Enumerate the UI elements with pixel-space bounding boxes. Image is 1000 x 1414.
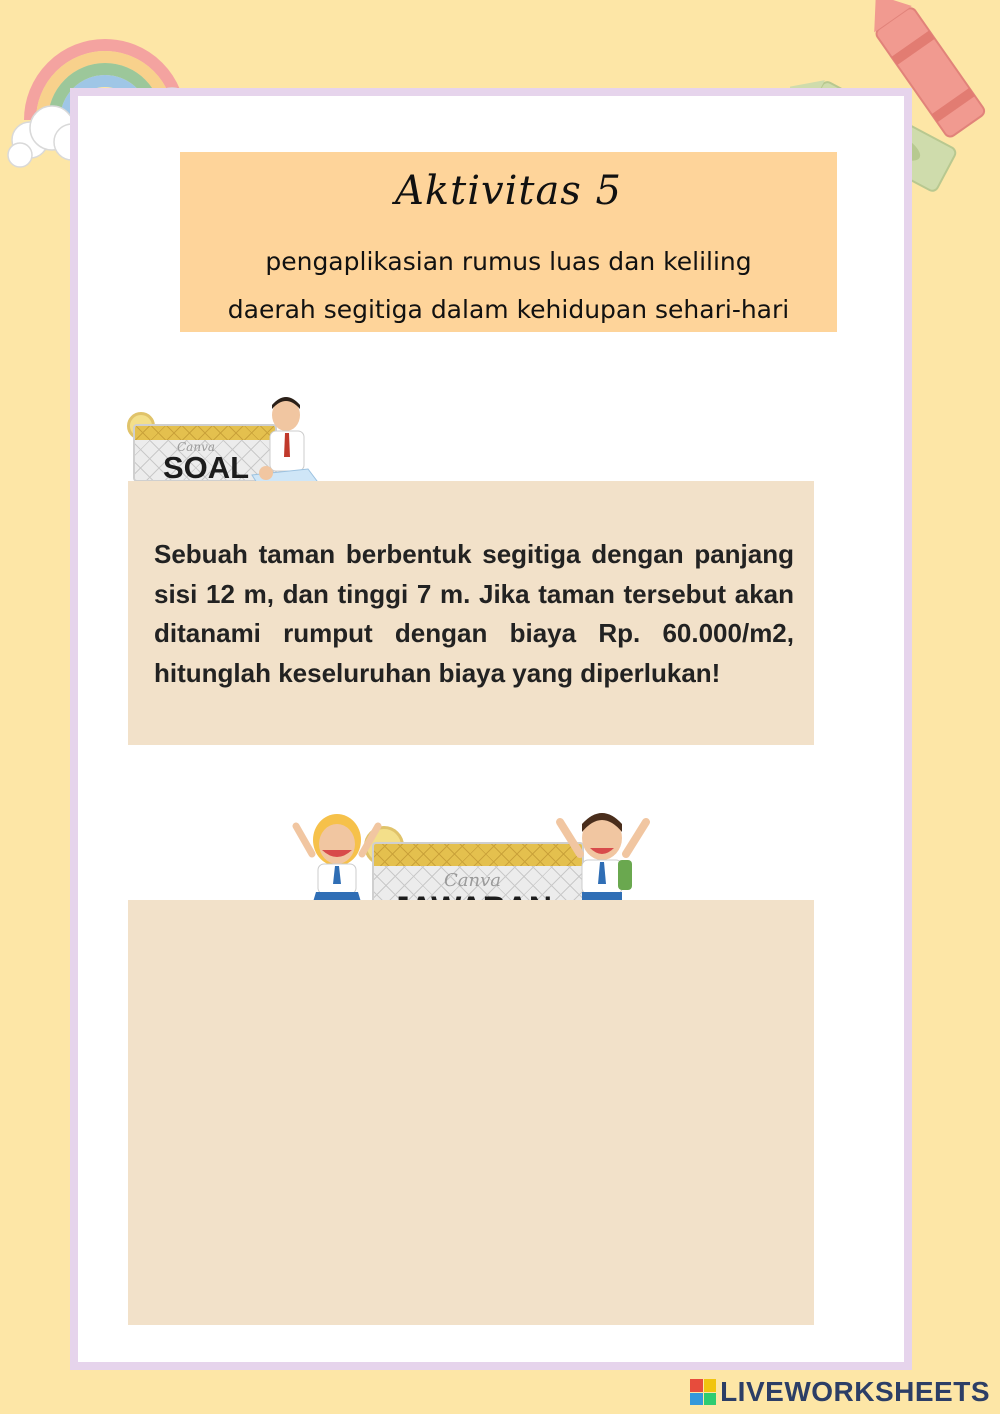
soal-label: SOAL xyxy=(163,450,250,482)
jawaban-tag-band xyxy=(374,844,582,866)
liveworksheets-logo-icon xyxy=(690,1379,716,1405)
subtitle-line-1: pengaplikasian rumus luas dan keliling xyxy=(265,247,752,276)
subtitle-line-2: daerah segitiga dalam kehidupan sehari-hari xyxy=(227,295,790,324)
soal-tag-brand: Canva xyxy=(177,440,215,454)
answer-value[interactable] xyxy=(154,960,788,1305)
answer-box[interactable] xyxy=(128,900,814,1325)
activity-title: Aktivitas 5 xyxy=(395,168,622,214)
liveworksheets-text: LIVEWORKSHEETS xyxy=(720,1376,990,1407)
activity-subtitle xyxy=(180,238,837,334)
student-writing-icon xyxy=(248,395,328,495)
liveworksheets-brand xyxy=(690,1376,990,1408)
jawaban-tag-brand: Canva xyxy=(444,870,501,891)
activity-header xyxy=(180,152,837,332)
question-text: Sebuah taman berbentuk segitiga dengan panjang sisi 12 m, dan tinggi 7 m. Jika taman tersebut akan ditanami rumput dengan biaya Rp. 60.000/m2, hitunglah keseluruhan biaya yang diperlukan! xyxy=(154,539,794,688)
question-box xyxy=(128,481,814,745)
